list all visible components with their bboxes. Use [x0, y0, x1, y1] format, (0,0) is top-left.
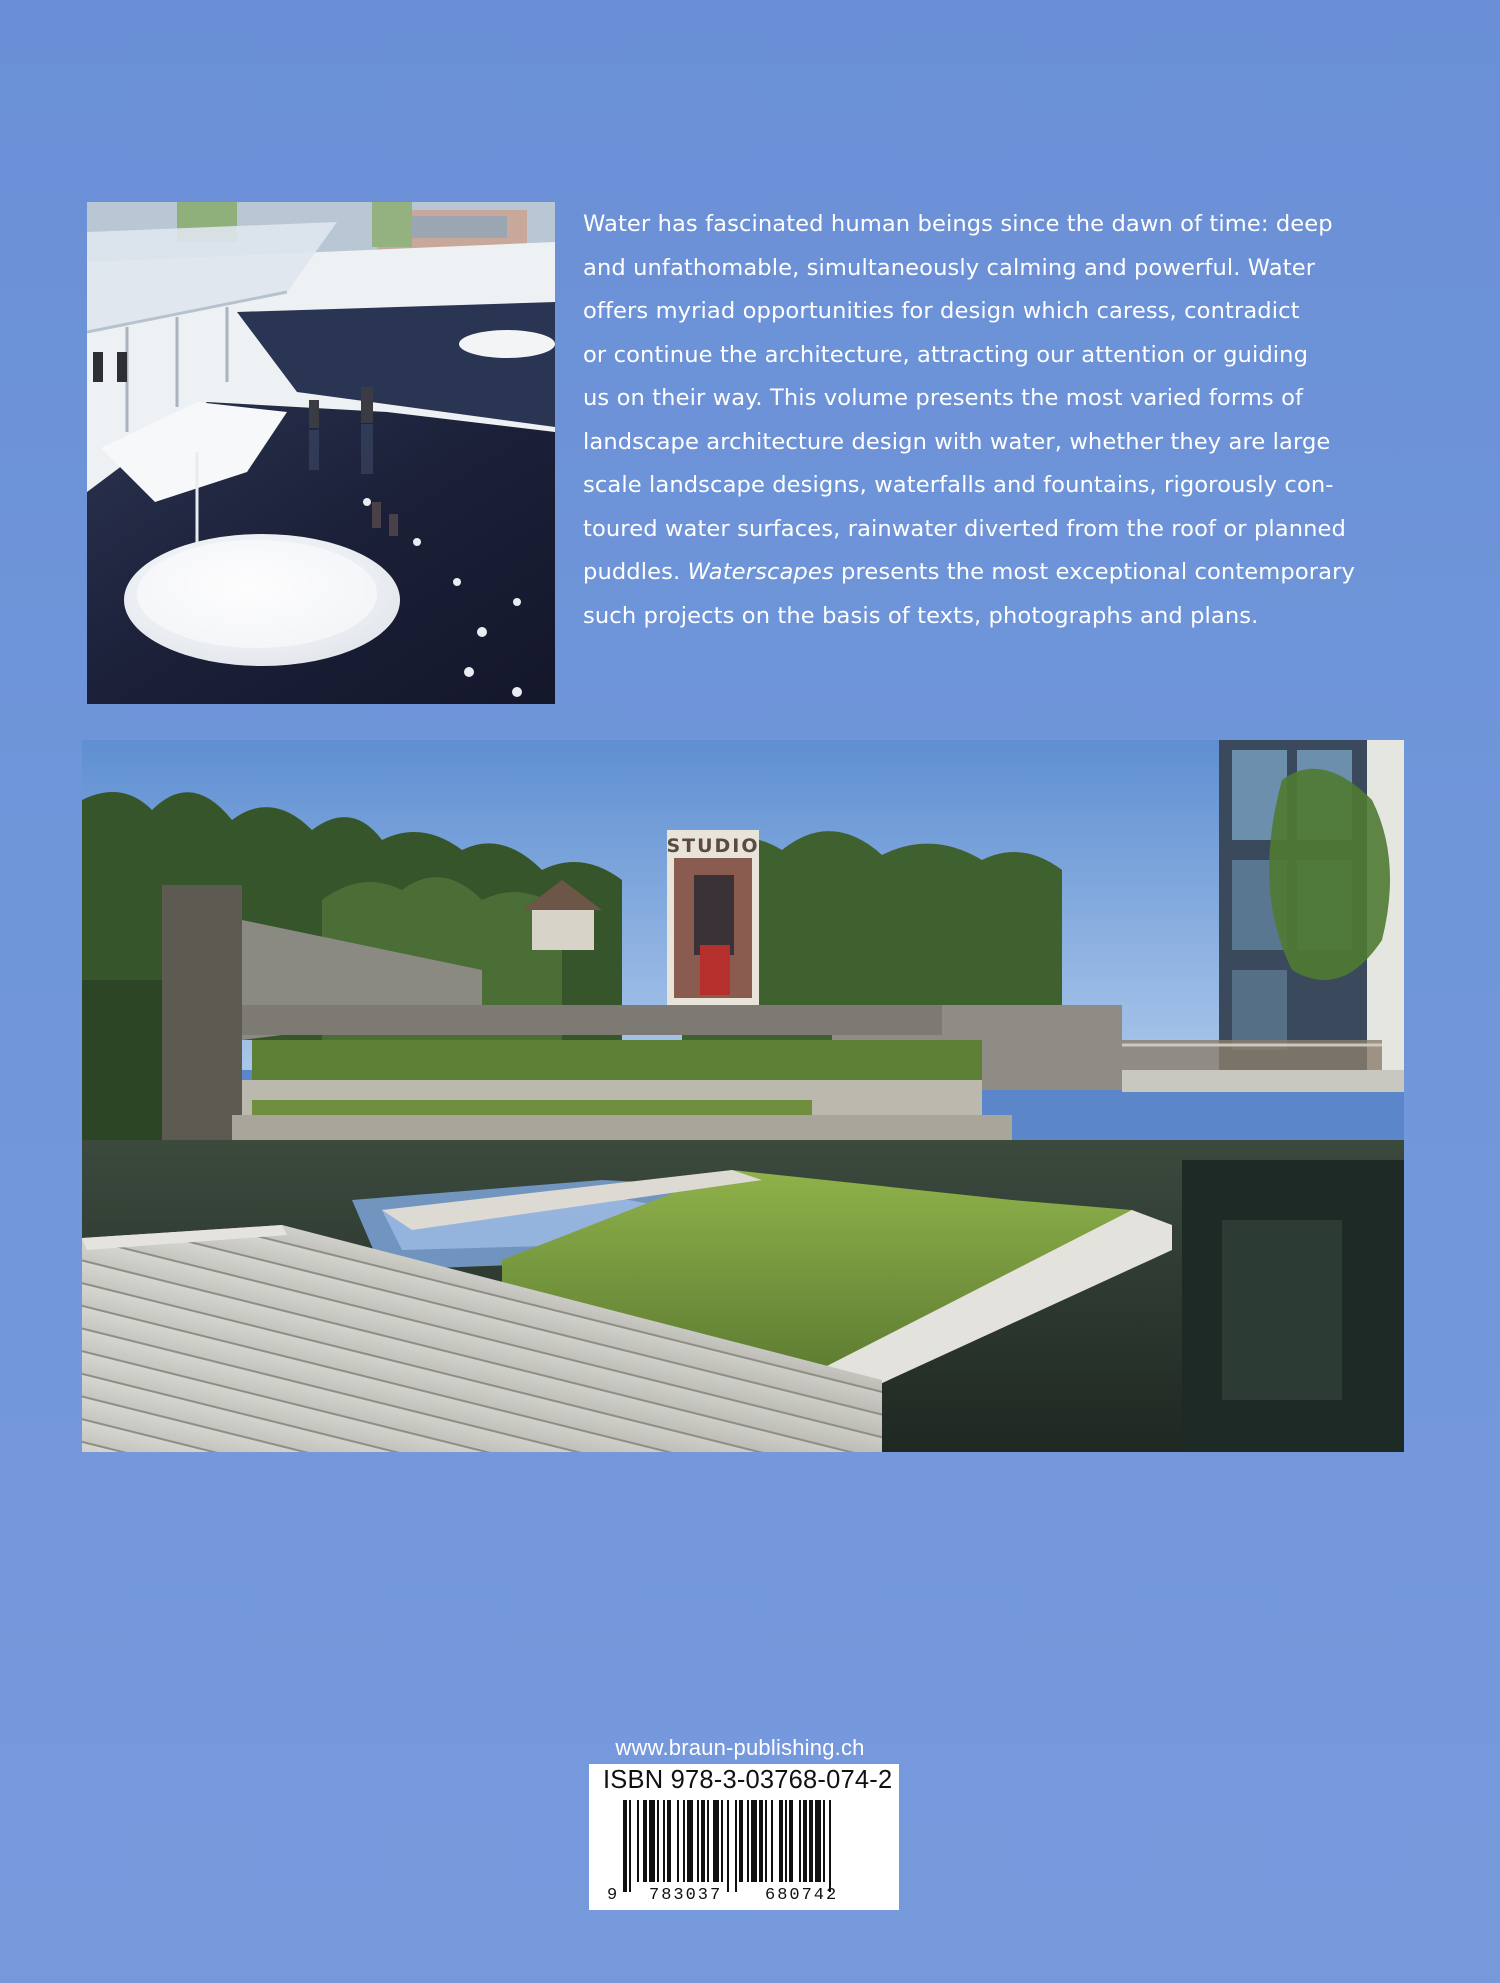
barcode-bar: [799, 1800, 801, 1882]
barcode-bar: [809, 1800, 813, 1882]
barcode-bar: [727, 1800, 729, 1892]
barcode-bar: [687, 1800, 693, 1882]
barcode-bar: [789, 1800, 793, 1882]
barcode-bar: [779, 1800, 783, 1882]
barcode-left-digits: 783037: [649, 1886, 723, 1905]
blurb-line: scale landscape designs, waterfalls and fountains, rigorously con-: [583, 472, 1334, 498]
blurb-line: and unfathomable, simultaneously calming and powerful. Water: [583, 254, 1316, 281]
barcode-bar: [623, 1800, 627, 1892]
barcode-bar: [803, 1800, 807, 1882]
barcode-bar: [663, 1800, 665, 1882]
barcode-bar: [713, 1800, 719, 1882]
barcode-bar: [765, 1800, 767, 1882]
publisher-website: www.braun-publishing.ch: [615, 1735, 865, 1760]
barcode-lead-digit: 9: [607, 1886, 618, 1905]
plaza-water-photo: [87, 202, 555, 704]
barcode-bar: [701, 1800, 705, 1882]
pond-landscape-illustration: [82, 740, 1404, 1452]
barcode-bar: [643, 1800, 647, 1882]
barcode-bar: [751, 1800, 757, 1882]
barcode-right-digits: 680742: [765, 1886, 839, 1905]
blurb-line: such projects on the basis of texts, photographs and plans.: [583, 602, 1259, 629]
barcode-bar: [829, 1800, 831, 1892]
barcode-bar: [759, 1800, 763, 1882]
barcode-graphic: [589, 1764, 899, 1910]
barcode-bar: [637, 1800, 639, 1882]
blurb-line: us on their way. This volume presents the most varied forms of: [583, 385, 1304, 411]
blurb-text: presents the most exceptional contemporary: [833, 559, 1355, 585]
blurb-line: toured water surfaces, rainwater diverted from the roof or planned: [583, 515, 1346, 542]
barcode-bar: [785, 1800, 787, 1882]
barcode-bar: [683, 1800, 685, 1882]
blurb-line: [583, 551, 1393, 595]
pond-landscape-photo: [82, 740, 1404, 1452]
blurb-text: puddles.: [583, 559, 681, 585]
barcode-bar: [771, 1800, 773, 1882]
barcode-bar: [697, 1800, 699, 1882]
barcode-bar: [629, 1800, 631, 1892]
isbn-barcode-box: [589, 1764, 899, 1910]
barcode-bar: [721, 1800, 723, 1882]
blurb-line: Water has fascinated human beings since the dawn of time: deep: [583, 211, 1333, 237]
book-title: Waterscapes: [687, 559, 834, 585]
blurb-line: or continue the architecture, attracting our attention or guiding: [583, 341, 1309, 368]
blurb-line: offers myriad opportunities for design which caress, contradict: [583, 298, 1300, 324]
isbn-text: ISBN 978-3-03768-074-2: [603, 1766, 893, 1794]
barcode-bar: [707, 1800, 709, 1882]
barcode-bar: [657, 1800, 659, 1882]
barcode-bar: [747, 1800, 749, 1882]
barcode-bar: [667, 1800, 671, 1882]
barcode-bar: [739, 1800, 743, 1882]
barcode-bar: [815, 1800, 821, 1882]
barcode-bar: [649, 1800, 655, 1882]
barcode-bar: [735, 1800, 737, 1892]
barcode-bar: [677, 1800, 679, 1882]
billboard-text: STUDIO: [666, 835, 760, 857]
blurb-line: landscape architecture design with water, whether they are large: [583, 428, 1331, 455]
barcode-bar: [823, 1800, 825, 1882]
barcode-bars: [623, 1800, 831, 1892]
cover-blurb: [583, 203, 1393, 638]
plaza-water-illustration: [87, 202, 555, 704]
